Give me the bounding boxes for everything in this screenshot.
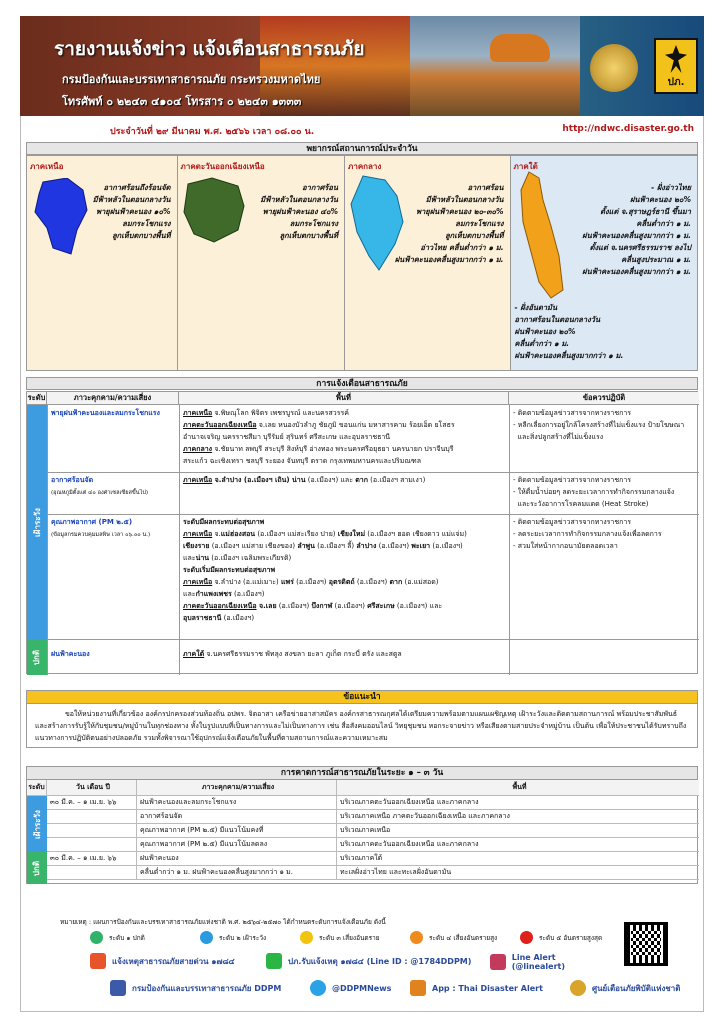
forecast-panel [26,155,698,371]
trend-row [47,796,699,810]
facebook-link[interactable] [110,980,281,996]
northeast-map [182,176,246,246]
action-heat: - ติดตามข้อมูลข่าวสารจากทางราชการ - ให้ดื่มน้ำบ่อยๆ ลดระยะเวลาการทำกิจกรรมกลางแจ้ง และระวังอาการโรคลมแดด (Heat Stroke) [513,476,675,508]
twitter-text: @DDPMNews [332,983,392,993]
level-watch-label: เฝ้าระวัง [32,507,42,537]
forecast-line: ลมกระโชกแรง [289,219,339,228]
legend-label: ระดับ ๕ อันตรายสูงสุด [539,933,603,942]
legend-note: หมายเหตุ : แผนการป้องกันและบรรเทาสาธารณภัยแห่งชาติ พ.ศ. ๒๕๖๔-๒๕๗๐ ได้กำหนดระดับการแจ้งเตือนภัย ดังนี้ [60,918,386,926]
ndwc-link[interactable] [570,980,680,996]
central-text [395,182,504,266]
hazard-thunderstorm: ฝนฟ้าคะนอง [51,650,90,658]
trend-row [47,838,699,852]
area-thunderstorm: ภาคใต้ จ.นครศรีธรรมราช พัทลุง สงขลา ยะลา ภูเก็ต กระบี่ ตรัง และสตูล [183,650,402,658]
legend-label: ระดับ ๑ ปกติ [109,933,145,942]
forecast-line: มีฟ้าหลัวในตอนกลางวัน [92,195,171,204]
trend-cell-hazard: อากาศร้อนจัด [137,810,337,824]
trend-cell-date: ๓๐ มี.ค. – ๑ เม.ย. ๖๖ [47,852,137,866]
trend-cell-date [47,824,137,838]
trend-title: การคาดการณ์สาธารณภัยในระยะ ๑ – ๓ วัน [26,766,698,780]
forecast-line: มีฟ้าหลัวในตอนกลางวัน [425,195,504,204]
ministry-seal-logo [590,44,638,92]
twitter-link[interactable] [310,980,391,996]
forecast-line: ฝนฟ้าคะนองคลื่นสูงมากกว่า ๑ ม. [514,351,624,360]
legend-dot-icon [300,931,313,944]
trend-row [47,824,699,838]
forecast-line: ลมกระโชกแรง [122,219,171,228]
alert-icon [490,954,506,970]
alert-text: Line Alert (@linealert) [511,953,565,971]
area-pm25: ระดับมีผลกระทบต่อสุขภาพ ภาคเหนือ จ.แม่ฮ่องสอน (อ.เมืองฯ แม่สะเรียง ปาย) เชียงใหม่ (อ.เมืองฯ ฮอด เชียงดาว แม่แจ่ม) เชียงราย (อ.เมืองฯ แม่สาย เชียงของ) ลำพูน (อ.เมืองฯ ลี้) ลำปาง (อ.เมืองฯ) พะเยา (อ.เมืองฯ) และน่าน (อ.เมืองฯ เฉลิมพระเกียรติ) ระดับเริ่มมีผลกระทบต่อสุขภาพ ภาคเหนือ จ.ลำปาง (อ.แม่เมาะ) แพร่ (อ.เมืองฯ) อุตรดิตถ์ (อ.เมืองฯ) ตาก (อ.แม่สอด) และกำแพงเพชร (อ.เมืองฯ) ภาคตะวันออกเฉียงเหนือ จ.เลย (อ.เมืองฯ) บึงกาฬ (อ.เมืองฯ) ศรีสะเกษ (อ.เมืองฯ) และ อุบลราชธานี (อ.เมืองฯ) [183,518,467,622]
line-text: ปภ.รับแจ้งเหตุ ๑๗๘๔ (Line ID : @1784DDPM) [288,956,472,966]
forecast-line: - ฝั่งอันดามัน [514,303,558,312]
advice-text: ขอให้หน่วยงานที่เกี่ยวข้อง องค์กรปกครองส่วนท้องถิ่น อปพร. จิตอาสา เครือข่ายอาสาสมัคร องค์กรสาธารณกุศลได้เตรียมความพร้อมตามแผนเผชิญเหตุ เฝ้าระวังและติดตามสถานการณ์ พร้อมประชาสัมพันธ์ และสร้างการรับรู้ให้กับชุมชน/หมู่บ้านในทุกช่องทาง ทั้งในรูปแบบที่เป็นทางการและไม่เป็นทางการ เช่น สื่อสังคมออนไลน์ วิทยุชุมชน หอกระจายข่าว หรือเสียงตามสายประจำหมู่บ้าน เป็นต้น เพื่อให้ประชาชนได้รับทราบถึงแนวทางการปฏิบัติตนอย่างปลอดภัย รวมทั้งพิจารณาใช้อุปกรณ์แจ้งเตือนภัยในพื้นที่ตามสถานการณ์และความเหมาะสม [26,704,698,748]
legend-dot-icon [200,931,213,944]
region-name: ภาคเหนือ [30,162,64,171]
forecast-line: อากาศร้อนในตอนกลางวัน [514,315,601,324]
forecast-line: พายุฝนฟ้าคะนอง ๑๐% [96,207,171,216]
trend-cell-area: บริเวณภาคตะวันออกเฉียงเหนือ และภาคกลาง [340,840,479,848]
legend-item [410,931,497,944]
forecast-line: ตั้งแต่ จ.สุราษฎร์ธานี ขึ้นมา [600,207,691,216]
legend-label: ระดับ ๔ เสี่ยงอันตรายสูง [429,933,498,942]
fire-truck-photo [410,16,580,116]
ddpm-logo [654,38,698,94]
south-map [515,170,565,300]
forecast-line: ฝนฟ้าคะนองคลื่นสูงมากกว่า ๑ ม. [394,255,504,264]
level-normal-label: ปกติ [32,649,42,665]
forecast-line: พายุฝนฟ้าคะนอง ๒๐-๓๐% [416,207,504,216]
trend-cell-area: บริเวณภาคตะวันออกเฉียงเหนือ และภาคกลาง [340,798,479,806]
report-date: ประจำวันที่ ๒๙ มีนาคม พ.ศ. ๒๕๖๖ เวลา ๐๘.๐๐ น. [110,127,315,137]
app-link[interactable] [410,980,543,996]
forecast-title: พยากรณ์สถานการณ์ประจำวัน [26,142,698,155]
forecast-line: มีฟ้าหลัวในตอนกลางวัน [260,195,339,204]
action-pm25: - ติดตามข้อมูลข่าวสารจากทางราชการ - ลดระยะเวลาการทำกิจกรรมกลางแจ้งเพื่อลดการ - สวมใส่หน้ากากอนามัยตลอดเวลา [513,518,662,550]
contact-phone: โทรศัพท์ ๐ ๒๒๔๓ ๔๑๐๔ โทรสาร ๐ ๒๒๔๓ ๑๓๓๓ [62,95,302,108]
forecast-line: ลูกเห็บตกบางพื้นที่ [112,231,171,240]
ndwc-logo-icon [570,980,586,996]
forecast-line: อากาศร้อน [302,183,339,192]
trend-level-watch [27,796,47,852]
region-name: ภาคตะวันออกเฉียงเหนือ [180,162,265,171]
trend-cell-date [47,866,137,880]
forecast-line: คลื่นต่ำกว่า ๑ ม. [636,219,691,228]
trend-cell-hazard: คลื่นต่ำกว่า ๑ ม. ฝนฟ้าคะนองคลื่นสูงมากกว่า ๑ ม. [137,866,337,880]
legend-item [520,931,602,944]
forecast-line: ฝนฟ้าคะนอง ๒๐% [629,195,691,204]
col-area: พื้นที่ [179,392,509,405]
level-watch-badge [27,405,47,639]
forecast-central [345,156,511,370]
legend-label: ระดับ ๓ เสี่ยงอันตราย [319,933,380,942]
trend-cell-date [47,810,137,824]
twitter-icon [310,980,326,996]
header-banner [20,16,704,116]
warning-table [26,391,698,674]
hazard-pm25: คุณภาพอากาศ (PM ๒.๕) (ข้อมูลกรมควบคุมมลพิษ เวลา ๐๖.๐๐ น.) [51,518,151,538]
line-contact[interactable] [266,953,471,969]
department-subtitle: กรมป้องกันและบรรเทาสาธารณภัย กระทรวงมหาดไทย [62,73,321,86]
forecast-line: คลื่นต่ำกว่า ๑ ม. [514,339,570,348]
trend-col-area: พื้นที่ [512,783,527,791]
line-alert[interactable] [490,953,610,971]
ddpm-star-icon [665,45,687,73]
north-text [93,182,171,242]
south-andaman-text [515,302,624,362]
date-line [20,120,704,140]
area-heat: ภาคเหนือ จ.ลำปาง (อ.เมืองฯ เถิน) น่าน (อ.เมืองฯ) และ ตาก (อ.เมืองฯ สามเงา) [183,476,426,484]
facebook-icon [110,980,126,996]
trend-col-hazard: ภาวะคุกคาม/ความเสี่ยง [137,780,337,796]
website-url[interactable]: http://ndwc.disaster.go.th [562,124,694,134]
forecast-line: - ฝั่งอ่าวไทย [651,183,691,192]
trend-cell-area: บริเวณภาคเหนือ [340,826,391,834]
trend-row [47,810,699,824]
legend [90,931,630,947]
trend-cell-area: บริเวณภาคเหนือ ภาคตะวันออกเฉียงเหนือ และภาคกลาง [340,812,510,820]
trend-cell-area: ทะเลฝั่งอ่าวไทย และทะเลฝั่งอันดามัน [340,868,452,876]
hotline-text: แจ้งเหตุสาธารณภัยสายด่วน ๑๗๘๔ [112,956,235,966]
trend-col-date: วัน เดือน ปี [47,780,137,796]
advice-title: ข้อแนะนำ [26,690,698,704]
trend-cell-hazard: คุณภาพอากาศ (PM ๒.๕) มีแนวโน้มคงที่ [137,824,337,838]
forecast-line: ฝนฟ้าคะนอง ๒๐% [514,327,576,336]
legend-dot-icon [90,931,103,944]
trend-header-row [27,780,699,796]
legend-item [200,931,266,944]
forecast-line: ลมกระโชกแรง [455,219,504,228]
legend-item [90,931,145,944]
app-icon [410,980,426,996]
footer-row-2 [110,980,710,998]
forecast-line: พายุฝนฟ้าคะนอง ๔๐% [262,207,339,216]
north-map [33,178,89,256]
warning-title: การแจ้งเตือนสาธารณภัย [26,377,698,390]
trend-cell-hazard: ฝนฟ้าคะนองและลมกระโชกแรง [137,796,337,810]
forecast-line: อากาศร้อน [467,183,504,192]
trend-table [26,780,698,884]
trend-row [47,866,699,880]
helicopter-photo [490,34,550,62]
phone-icon [90,953,106,969]
forecast-line: คลื่นสูงประมาณ ๑ ม. [621,255,691,264]
forecast-line: อ่าวไทย คลื่นต่ำกว่า ๑ ม. [420,243,504,252]
footer-row-1 [90,953,610,971]
hotline[interactable] [90,953,235,969]
trend-row [47,852,699,866]
ndwc-text: ศูนย์เตือนภัยพิบัติแห่งชาติ [592,983,681,993]
region-name: ภาคกลาง [348,162,382,171]
col-level: ระดับ [27,392,47,405]
forecast-northeast [178,156,346,370]
legend-dot-icon [410,931,423,944]
trend-cell-date [47,838,137,852]
line-icon [266,953,282,969]
forecast-line: ฝนฟ้าคะนองคลื่นสูงมากกว่า ๑ ม. [582,267,691,276]
report-title: รายงานแจ้งข่าว แจ้งเตือนสาธารณภัย [54,38,365,60]
trend-level-watch-label: เฝ้าระวัง [32,809,42,839]
facebook-text: กรมป้องกันและบรรเทาสาธารณภัย DDPM [132,983,282,993]
forecast-line: อากาศร้อนถึงร้อนจัด [103,183,171,192]
logo-text: ปภ. [667,77,685,88]
legend-item [300,931,380,944]
trend-cell-area: บริเวณภาคใต้ [340,854,383,862]
col-hazard: ภาวะคุกคาม/ความเสี่ยง [47,392,179,405]
trend-col-level: ระดับ [27,780,47,796]
region-name: ภาคใต้ [513,162,538,171]
level-normal-badge [27,639,47,675]
trend-level-normal [27,852,47,884]
forecast-line: ตั้งแต่ จ.นครศรีธรรมราช ลงไป [589,243,691,252]
app-text: App : Thai Disaster Alert [432,983,543,993]
legend-dot-icon [520,931,533,944]
forecast-line: ฝนฟ้าคะนองคลื่นสูงมากกว่า ๑ ม. [582,231,691,240]
area-storm: ภาคเหนือ จ.พิษณุโลก พิจิตร เพชรบูรณ์ และนครสวรรค์ ภาคตะวันออกเฉียงเหนือ จ.เลย หนองบัวลำภู ชัยภูมิ ขอนแก่น มหาสารคาม ร้อยเอ็ด ยโสธร อำนาจเจริญ นครราชสีมา บุรีรัมย์ สุรินทร์ ศรีสะเกษ และอุบลราชธานี ภาคกลาง จ.ชัยนาท ลพบุรี สระบุรี สิงห์บุรี อ่างทอง พระนครศรีอยุธยา นครนายก ปราจีนบุรี สระแก้ว ฉะเชิงเทรา ชลบุรี ระยอง จันทบุรี ตราด กรุงเทพมหานครและปริมณฑล [183,409,455,465]
forecast-north [27,156,178,370]
forecast-south [511,156,697,370]
col-action: ข้อควรปฏิบัติ [509,392,699,405]
hazard-storm: พายุฝนฟ้าคะนองและลมกระโชกแรง [51,409,160,417]
forecast-line: ลูกเห็บตกบางพื้นที่ [279,231,339,240]
trend-cell-hazard: คุณภาพอากาศ (PM ๒.๕) มีแนวโน้มลดลง [137,838,337,852]
hazard-heat: อากาศร้อนจัด (อุณหภูมิตั้งแต่ ๔๐ องศาเซลเซียสขึ้นไป) [51,476,149,496]
forecast-line: ลูกเห็บตกบางพื้นที่ [445,231,504,240]
south-gulf-text [582,182,691,278]
action-storm: - ติดตามข้อมูลข่าวสารจากทางราชการ - หลีกเลี่ยงการอยู่ใกล้โครงสร้างที่ไม่แข็งแรง ป้ายโฆษณา และสิ่งปลูกสร้างที่ไม่แข็งแรง [513,409,685,441]
legend-label: ระดับ ๒ เฝ้าระวัง [219,933,267,942]
trend-cell-date: ๓๐ มี.ค. – ๑ เม.ย. ๖๖ [47,796,137,810]
qr-code[interactable] [624,922,668,966]
trend-cell-hazard: ฝนฟ้าคะนอง [137,852,337,866]
northeast-text [260,182,338,242]
trend-level-normal-label: ปกติ [32,860,42,876]
